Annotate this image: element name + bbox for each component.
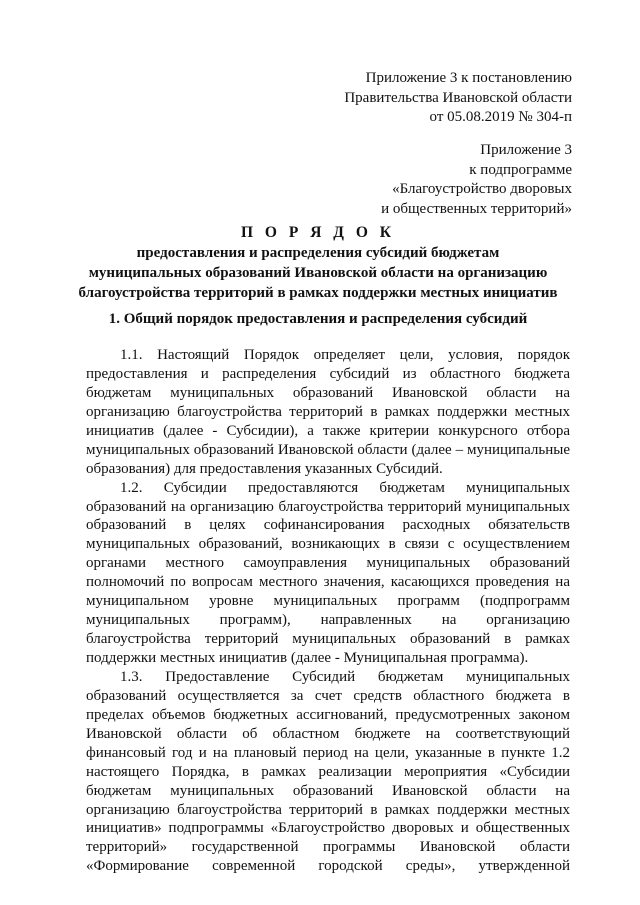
paragraph-line: органами местного самоуправления муниципальных образований	[86, 555, 570, 572]
header-line: от 05.08.2019 № 304-п	[429, 109, 572, 125]
document-title	[58, 223, 578, 303]
paragraph-line: образований на организацию благоустройства территорий муниципальных	[86, 498, 570, 515]
paragraph-line: инициатив (далее - Субсидии), а также критерии конкурсного отбора	[86, 422, 570, 439]
paragraph-line: муниципальных образований Ивановской области (далее – муниципальные	[86, 441, 570, 458]
paragraph-line: предоставления и распределения субсидий из областного бюджета	[86, 365, 570, 382]
paragraph-line: образований осуществляется за счет средств областного бюджета в	[86, 687, 570, 704]
header-line: Приложение 3 к постановлению	[365, 70, 572, 86]
paragraph-line: 1.1. Настоящий Порядок определяет цели, условия, порядок	[120, 347, 570, 363]
paragraph-line: поддержки местных инициатив (далее - Муниципальная программа).	[86, 650, 529, 666]
paragraph-line: муниципальном уровне муниципальных программ (подпрограмм	[86, 593, 570, 610]
appendix-reference-header	[381, 141, 572, 219]
paragraph-line: «Формирование современной городской среды», утвержденной	[86, 858, 570, 875]
paragraph-line: 1.3. Предоставление Субсидий бюджетам муниципальных	[120, 668, 570, 685]
paragraph-line: муниципальных программ), направленных на организацию	[86, 612, 570, 629]
paragraph-line: Ивановской области об областном бюджете на соответствующий	[86, 725, 570, 742]
title-line: муниципальных образований Ивановской области на организацию	[88, 265, 548, 281]
header-line: к подпрограмме	[469, 161, 572, 178]
header-line: Правительства Ивановской области	[344, 89, 572, 106]
paragraph-line: благоустройства территорий муниципальных образований в рамках	[86, 631, 570, 648]
paragraph-line: настоящего Порядка, в рамках реализации мероприятия «Субсидии	[86, 763, 570, 780]
title-line: благоустройства территорий в рамках поддержки местных инициатив	[78, 285, 558, 301]
paragraph-line: 1.2. Субсидии предоставляются бюджетам муниципальных	[120, 479, 570, 496]
decree-reference-header	[344, 69, 572, 128]
paragraph-line: образований в целях софинансирования расходных обязательств	[86, 517, 570, 534]
paragraph-line: муниципальных образований, возникающих в связи с осуществлением	[86, 536, 570, 553]
paragraph-line: пределах объемов бюджетных ассигнований, предусмотренных законом	[86, 706, 570, 723]
paragraph-line: территорий» государственной программы Ивановской области	[86, 839, 570, 856]
paragraph-line: полномочий по вопросам местного значения, касающихся проведения на	[86, 574, 570, 591]
paragraph-line: организацию благоустройства территорий в рамках поддержки местных	[86, 403, 570, 420]
paragraph-line: бюджетам муниципальных образований Ивановской области на	[86, 782, 570, 799]
header-line: и общественных территорий»	[381, 200, 572, 217]
paragraph-line: образования) для предоставления указанных Субсидий.	[86, 460, 443, 477]
body-text	[86, 346, 570, 876]
header-line: «Благоустройство дворовых	[392, 181, 572, 197]
paragraph-line: инициатив» подпрограммы «Благоустройство дворовых и общественных	[86, 820, 570, 837]
title-main: П О Р Я Д О К	[241, 224, 395, 241]
paragraph-line: бюджетам муниципальных образований Ивановской области на	[86, 384, 570, 401]
paragraph-line: организацию благоустройства территорий в рамках поддержки местных	[86, 801, 570, 818]
title-line: предоставления и распределения субсидий бюджетам	[136, 245, 500, 261]
paragraph-line: финансовый год и на плановый период на цели, указанные в пункте 1.2	[86, 744, 570, 761]
section-heading: 1. Общий порядок предоставления и распределения субсидий	[108, 311, 528, 327]
header-line: Приложение 3	[480, 142, 572, 158]
